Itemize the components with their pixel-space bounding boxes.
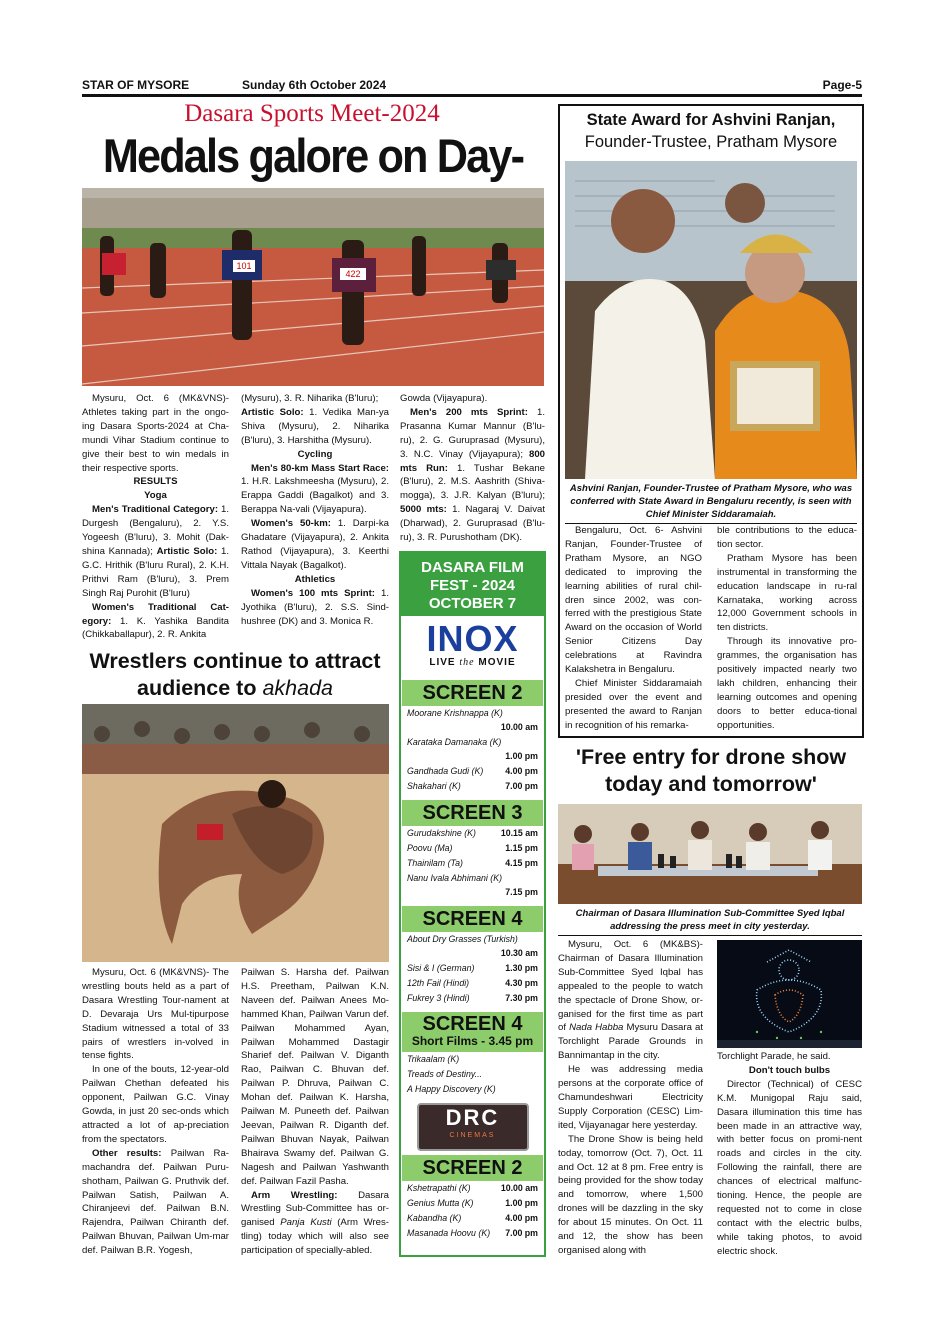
screen-2b-label: SCREEN 2	[402, 1155, 543, 1181]
wrestle-other-results: Other results: Pailwan Ra-machandra def. Pailwan Puru-shotham, Pailwan G. Pruthvik def. Pailwan Satish, Pailwan A. Chiranjeevi def. Pailwan B.N. Rajendra, Pailwan Chiranth def. Pailwan Bhuvan, Pailwan Um-mar def. Pailwan B.R. Yogesh,	[82, 1147, 229, 1257]
award-caption: Ashvini Ranjan, Founder-Trustee of Pratham Mysore, who was conferred with State Award in Bengaluru recently, is seen with Chief Minister Siddaramaiah.	[569, 483, 853, 520]
film-fest-title-1: DASARA FILM	[421, 559, 524, 576]
press-meet-art	[558, 804, 862, 904]
drone-show-art	[717, 940, 862, 1048]
film-fest-date: OCTOBER 7	[428, 595, 517, 612]
cycling-women: Women's 50-km: 1. Darpi-ka Ghadatare (Vijayapura), 2. Ankita Rathod (Vijayapura), 3. Keerthi Vittala Nayak (Bagalkot).	[241, 518, 389, 571]
show-listing: Poovu (Ma) 1.15 pm	[407, 843, 538, 853]
screen-3-block	[401, 800, 544, 900]
wrestling-photo	[82, 704, 389, 962]
page-number: Page-5	[822, 78, 862, 92]
film-fest-box	[399, 551, 546, 1257]
award-cont: ble contributions to the educa-tion sector.	[717, 525, 857, 550]
cycling-heading: Cycling	[297, 448, 333, 460]
wrestle-col-1	[82, 966, 229, 1258]
short-films-time: Short Films - 3.45 pm	[411, 1034, 534, 1048]
sports-headline: Medals galore on Day-	[102, 129, 524, 182]
yoga-women-trad: Women's Traditional Cat-egory: 1. K. Yashika Bandita (Chikkaballapur), 2. R. Ankita	[82, 601, 229, 641]
award-impact: Through its innovative pro-grammes, the organisation has positively impacted nearly two lakh children, enhancing their learning outcomes and opening doors to better educa-tional opportunities.	[717, 636, 857, 731]
drone-caption-rule	[558, 935, 862, 936]
sports-kicker: Dasara Sports Meet-2024	[184, 100, 440, 127]
sports-col3-cont: Gowda (Vijayapura).	[400, 393, 488, 404]
masthead	[82, 78, 862, 94]
award-intro: Bengaluru, Oct. 6- Ashvini Ranjan, Founder-Trustee of Pratham Mysore, an NGO dedicated to improving the learning abilities of rural chil-dren since 2002, was con-ferred with the prestigious State Award on the occasion of World Senior Citizens Day celebrations at Ravindra Kalakshetra in Bengaluru.	[565, 525, 702, 676]
paper-name: STAR OF MYSORE	[82, 78, 190, 92]
screen-4-label: SCREEN 4	[402, 906, 543, 932]
yoga-heading: Yoga	[144, 490, 167, 502]
show-listing: Sisi & I (German) 1.30 pm	[407, 963, 538, 973]
bib-422: 422	[345, 269, 361, 279]
award-pratham: Pratham Mysore has been instrumental in transforming the education landscape in ru-ral Karnataka, working across 12,000 Government schools in ten districts.	[717, 552, 857, 634]
sports-col-2	[241, 392, 389, 628]
show-listing: Masanada Hoovu (K) 7.00 pm	[407, 1228, 538, 1238]
show-listing: Gandhada Gudi (K) 4.00 pm	[407, 766, 538, 776]
award-col-1	[565, 524, 702, 733]
award-photo-art	[565, 161, 857, 479]
award-headline-1: State Award for Ashvini Ranjan,	[586, 111, 836, 129]
inox-logo	[401, 616, 544, 671]
drone-headline-1: 'Free entry for drone show	[575, 745, 847, 769]
drc-logo	[417, 1103, 529, 1151]
award-box	[558, 104, 864, 738]
show-listing: Gurudakshine (K) 10.15 am	[407, 828, 538, 838]
drone-col-1	[558, 938, 703, 1258]
athletics-heading: Athletics	[294, 573, 336, 585]
wrestle-results-cont: Pailwan S. Harsha def. Pailwan H.S. Preetham, Pailwan K.N. Naveen def. Pailwan Anees Mo-hammed Khan, Pailwan Varun def. Pailwan Mohammed Ayan, Pailwan Mohammed Dastagir Sharief def. Pailwan V. Diganth Rao, Pailwan C. Bhuvan def. Pailwan P. Dhruva, Pailwan C. Mohan def. Pailwan K. Harsha, Pailwan M. Puneeth def. Pailwan Jeevan, Pailwan R. Diganth def. Pailwan Bhuvan Nayak, Pailwan Bhairava Swamy def. Pailwan G. Nagesh and Pailwan Yashwanth def. Pailwan Fazil Pasha.	[241, 967, 389, 1187]
issue-date: Sunday 6th October 2024	[242, 78, 387, 92]
show-listing: Fukrey 3 (Hindi) 7.30 pm	[407, 993, 538, 1003]
short-films-block	[401, 1012, 544, 1097]
show-listing: Karataka Damanaka (K) 1.00 pm	[407, 737, 538, 761]
show-listing: Thainilam (Ta) 4.15 pm	[407, 858, 538, 868]
drone-intro: Mysuru, Oct. 6 (MK&BS)- Chairman of Dasara Illumination Sub-Committee Syed Iqbal has appealed to the people to watch the spectacle of Drone Show, or-ganised for the first time as part of Nada Habba Mysuru Dasara at Torchlight Parade Grounds in Bannimantap in the city.	[558, 939, 704, 1062]
show-listing: Genius Mutta (K) 1.00 pm	[407, 1198, 538, 1208]
cycling-men: Men's 80-km Mass Start Race: 1. H.R. Lakshmeesha (Mysuru), 2. Erappa Gaddi (Bagalkot) and 3. Berappa Na-vali (Vijayapura).	[241, 462, 389, 516]
show-listing: Kabandha (K) 4.00 pm	[407, 1213, 538, 1223]
drone-cesc: Director (Technical) of CESC K.M. Munigopal Raju said, Dasara illumination this time has been made in an attractive way, with better focus on promi-nent roads and circles in the city. Following the rainfall, there are chances of electrical malfunc-tioning. Hence, the people are requested not to come in close contact with the electric bulbs, while taking photos, to avoid electric shock.	[717, 1078, 862, 1257]
drone-media: He was addressing media persons at the corporate office of Chamundeshwari Electricity Supply Corporation (CESC) Lim-ited, Vijayanagar here yesterday.	[558, 1064, 703, 1131]
wrestling-photo-art	[82, 704, 389, 962]
drc-wordmark: DRC	[445, 1105, 500, 1130]
athletics-women-100: Women's 100 mts Sprint: 1. Jyothika (B'luru), 2. S.S. Sind-hushree (DK) and 3. Monica R.	[241, 587, 389, 627]
drone-caption-2: addressing the press meet in city yesterday.	[610, 921, 810, 932]
short-film: A Happy Discovery (K)	[407, 1084, 496, 1094]
screen-4-block	[401, 906, 544, 1006]
drc-tagline: CINEMAS	[449, 1132, 496, 1139]
sports-col2-cont: (Mysuru), 3. R. Niharika (B'luru);	[241, 393, 379, 404]
award-cm: Chief Minister Siddaramaiah presided over the event and presented the award to Ranjan in recognition of his remarka-	[565, 677, 702, 731]
show-listing: Kshetrapathi (K) 10.00 am	[407, 1183, 538, 1193]
screen-2-block	[401, 680, 544, 794]
wrestle-headline-1: Wrestlers continue to attract	[89, 649, 381, 673]
short-film: Treads of Destiny...	[407, 1069, 482, 1079]
sports-col-1	[82, 392, 229, 642]
drone-headline-2: today and tomorrow'	[605, 772, 817, 796]
bib-101: 101	[236, 261, 252, 271]
drone-col2-cont: Torchlight Parade, he said.	[717, 1051, 831, 1062]
drone-caption	[558, 907, 862, 933]
show-listing: 12th Fail (Hindi) 4.30 pm	[407, 978, 538, 988]
screen-2b-block	[401, 1155, 544, 1241]
show-listing: Shakahari (K) 7.00 pm	[407, 781, 538, 791]
show-listing: Moorane Krishnappa (K) 10.00 am	[407, 708, 538, 732]
award-photo	[565, 161, 857, 479]
yoga-men-trad: Men's Traditional Category: 1. Durgesh (Bengaluru), 2. Y.S. Yogeesh (B'luru), 3. Mohit (Dak-shina Kannada); Artistic Solo: 1. G.C. Hrithik (B'luru Rural), 2. K.H. Prithvi Ram (B'luru), 3. Prem Singh Raj Purohit (B'luru)	[82, 504, 229, 599]
drone-schedule: The Drone Show is being held today, tomorrow (Oct. 7), Oct. 11 and Oct. 12 at 8 pm. Free entry is being provided for the show today and tomorrow, where 1,500 drones will be dazzling in the sky for about 15 minutes. On Oct. 11 and 12, the show has been organised along with	[558, 1133, 703, 1256]
award-headline	[560, 106, 862, 153]
masthead-rule	[82, 94, 862, 97]
film-fest-title-2: FEST - 2024	[429, 577, 516, 594]
inox-wordmark: INOX	[426, 618, 519, 659]
wrestle-headline	[82, 648, 388, 702]
show-listing: About Dry Grasses (Turkish) 10.30 am	[407, 934, 538, 958]
wrestle-intro: Mysuru, Oct. 6 (MK&VNS)- The wrestling bouts held as a part of Dasara Wrestling Tour-nament at D. Devaraja Urs Mul-tipurpose Stadium witnessed a total of 33 pairs of wrestlers in-volved in tense fights.	[82, 967, 229, 1062]
sports-intro: Mysuru, Oct. 6 (MK&VNS)- Athletes taking part in the ongo-ing Dasara Sports-2024 at Cha-mundi Vihar Stadium continue to give their best to win medals in their respective sports.	[82, 393, 229, 474]
arm-wrestling: Arm Wrestling: Dasara Wrestling Sub-Committee has or-ganised Panja Kusti (Arm Wres-tling) today which will also see participation of specially-abled.	[241, 1189, 390, 1257]
sports-col-3	[400, 392, 545, 545]
sprint-photo-art	[82, 188, 544, 386]
drone-col-2	[717, 1050, 862, 1259]
sprint-photo	[82, 188, 544, 386]
press-meet-photo	[558, 804, 862, 904]
yoga-women-artistic: Artistic Solo: 1. Vedika Man-ya Shiva (Mysuru), 2. Niharika (B'luru), 3. Harshitha (Mysuru).	[241, 406, 389, 446]
drone-show-photo	[717, 940, 862, 1048]
wrestle-bout: In one of the bouts, 12-year-old Pailwan Chethan defeated his opponent, Pailwan G.C. Vinay Gowda, in just 20 sec-onds which attracted a lot of ap-preciation from the spectators.	[82, 1064, 229, 1145]
drone-caption-1: Chairman of Dasara Illumination Sub-Committee Syed Iqbal	[575, 908, 845, 919]
athletics-men-200: Men's 200 mts Sprint: 1. Prasanna Kumar Mannur (B'lu-ru), 2. G. Guruprasad (Mysuru), 3. N.C. Vinay (Vijayapura); 800 mts Run: 1. Tushar Bekane (B'luru), 2. M.S. Aashrith (Shiva-mogga), 3. J.R. Kalyan (B'luru); 5000 mts: 1. Nagaraj V. Daivat (Dharwad), 2. Guruprasad (B'lu-ru), 3. R. Purushotham (DK).	[400, 406, 546, 544]
short-films-label	[402, 1012, 543, 1052]
show-listing: Nanu Ivala Abhimani (K) 7.15 pm	[407, 873, 538, 897]
inox-tagline: LIVE the MOVIE	[429, 657, 516, 668]
award-headline-2: Founder-Trustee, Pratham Mysore	[584, 133, 838, 151]
wrestle-col-2	[241, 966, 389, 1258]
short-screen-name: SCREEN 4	[422, 1013, 523, 1035]
wrestle-headline-2: audience to akhada	[137, 676, 333, 700]
short-film: Trikaalam (K)	[407, 1054, 460, 1064]
drone-headline	[558, 744, 864, 798]
award-col-2	[717, 524, 857, 733]
film-fest-header	[401, 553, 544, 616]
bulbs-subhead: Don't touch bulbs	[748, 1064, 831, 1076]
results-heading: RESULTS	[133, 476, 178, 488]
screen-3-label: SCREEN 3	[402, 800, 543, 826]
screen-2-label: SCREEN 2	[402, 680, 543, 706]
